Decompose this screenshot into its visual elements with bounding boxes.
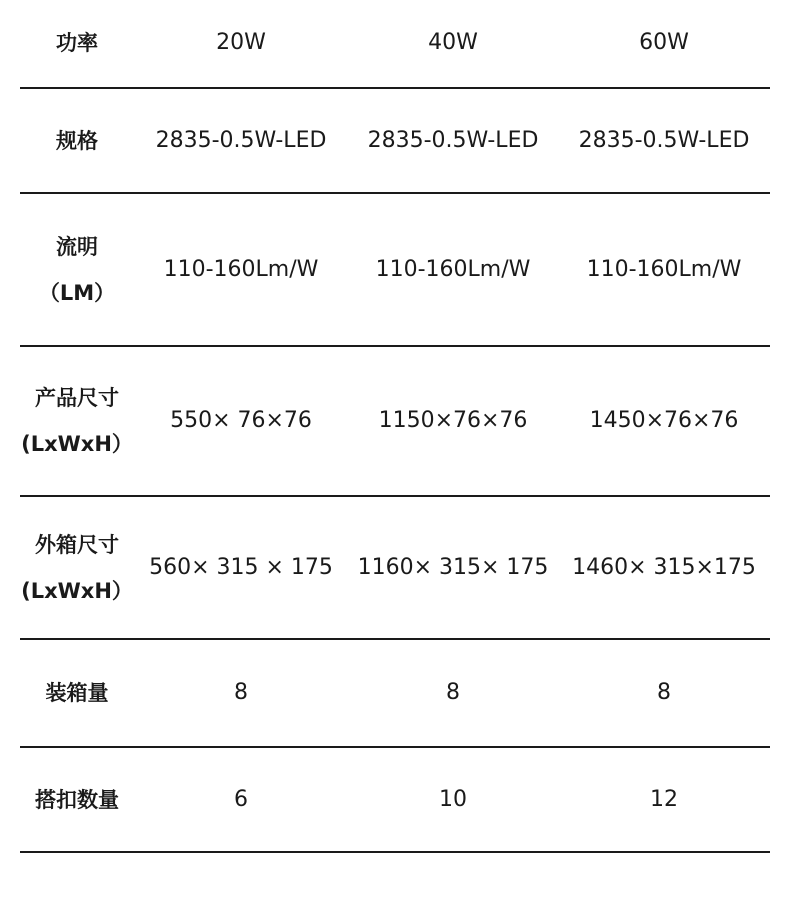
- row-label-text: 流明: [56, 234, 98, 259]
- table-cell: 560× 315 × 175: [149, 554, 333, 580]
- table-cell: 12: [650, 786, 678, 812]
- row-label-text: 外箱尺寸: [35, 532, 119, 557]
- row-label-text: 装箱量: [45, 681, 109, 705]
- row-label-unit: (LxWxH）: [21, 578, 133, 603]
- table-row-lumens: [20, 194, 770, 347]
- table-cell: 2835-0.5W-LED: [578, 127, 750, 153]
- table-cell: 110-160Lm/W: [375, 256, 531, 282]
- row-label-power: [20, 20, 134, 68]
- table-row-carton-size: [20, 497, 770, 640]
- table-cell: 20W: [216, 29, 266, 55]
- table-row-power: [20, 0, 770, 89]
- table-row-spec: [20, 89, 770, 194]
- row-label-spec: [20, 118, 134, 164]
- table-cell: 40W: [428, 29, 478, 55]
- table-cell: 550× 76×76: [170, 408, 312, 433]
- row-label-lumens: [20, 224, 134, 316]
- row-label-product-size: [20, 375, 134, 467]
- table-cell: 1150×76×76: [378, 408, 528, 433]
- table-cell: 2835-0.5W-LED: [367, 127, 539, 153]
- table-cell: 8: [234, 680, 248, 705]
- table-cell: 110-160Lm/W: [586, 256, 742, 282]
- row-label-clip-quantity: [20, 777, 134, 823]
- table-cell: 1460× 315×175: [572, 554, 756, 580]
- table-cell: 2835-0.5W-LED: [155, 127, 327, 153]
- table-row-carton-quantity: [20, 640, 770, 748]
- row-label-unit: （LM）: [38, 280, 116, 305]
- spec-table: [20, 0, 770, 853]
- row-label-carton-size: [20, 522, 134, 614]
- table-cell: 6: [234, 786, 248, 812]
- table-cell: 110-160Lm/W: [163, 256, 319, 282]
- row-label-text: 产品尺寸: [35, 386, 119, 410]
- table-row-clip-quantity: [20, 748, 770, 853]
- row-label-carton-quantity: [20, 670, 134, 716]
- table-cell: 1160× 315× 175: [357, 554, 549, 580]
- table-cell: 8: [657, 680, 671, 705]
- row-label-text: 搭扣数量: [35, 787, 119, 812]
- row-label-unit: (LxWxH）: [21, 432, 133, 456]
- table-cell: 10: [439, 786, 467, 812]
- table-cell: 1450×76×76: [589, 408, 739, 433]
- row-label-text: 功率: [56, 30, 98, 55]
- table-row-product-size: [20, 347, 770, 497]
- table-cell: 60W: [639, 29, 689, 55]
- table-cell: 8: [446, 680, 460, 705]
- row-label-text: 规格: [56, 128, 98, 153]
